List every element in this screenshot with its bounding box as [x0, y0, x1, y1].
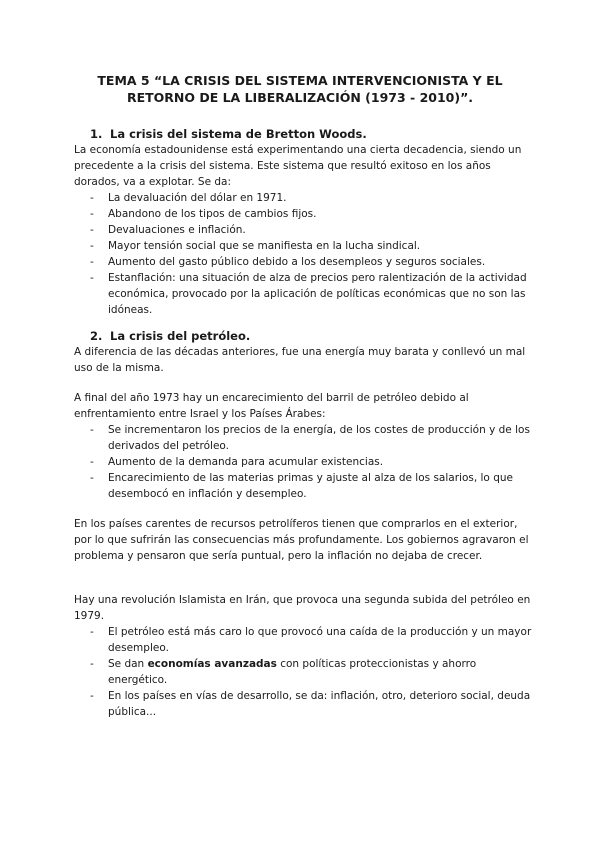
list-item: - Aumento de la demanda para acumular existencias.: [74, 454, 534, 470]
section-2-paragraph-3: En los países carentes de recursos petrolíferos tienen que comprarlos en el exterior, por lo que sufrirán las consecuencias más profundamente. Los gobiernos agravaron el problema y pensaron que sería puntual, pero la inflación no dejaba de crecer.: [74, 518, 529, 562]
section-2-paragraph-4: Hay una revolución Islamista en Irán, que provoca una segunda subida del petróleo en 1979.: [74, 594, 531, 622]
section-2-paragraph-2: A final del año 1973 hay un encarecimiento del barril de petróleo debido al enfrentamiento entre Israel y los Países Árabes:: [74, 392, 469, 420]
list-item: - La devaluación del dólar en 1971.: [74, 190, 534, 206]
section-1-heading: [90, 126, 367, 142]
list-item: - Aumento del gasto público debido a los desempleos y seguros sociales.: [74, 254, 534, 270]
list-item: - Estanflación: una situación de alza de precios pero ralentización de la actividad económica, provocado por la aplicación de políticas económicas que no son las idóneas.: [74, 270, 534, 318]
section-2-paragraph-1: A diferencia de las décadas anteriores, fue una energía muy barata y conllevó un mal uso de la misma.: [74, 346, 526, 374]
section-2-list-2: [74, 624, 534, 720]
list-item: - Mayor tensión social que se manifiesta en la lucha sindical.: [74, 238, 534, 254]
section-1-number: 1.: [90, 127, 103, 141]
section-2-heading-text: La crisis del petróleo.: [110, 329, 251, 343]
list-item: - Se incrementaron los precios de la energía, de los costes de producción y de los derivados del petróleo.: [74, 422, 534, 454]
list-item: [74, 656, 534, 688]
list-item: - Abandono de los tipos de cambios fijos.: [74, 206, 534, 222]
list-item-text-end: con políticas proteccionistas y ahorro energético.: [108, 658, 477, 686]
section-2-list-1: [74, 422, 534, 502]
section-1-list: [74, 190, 534, 318]
list-item-text-start: Se dan: [108, 658, 145, 670]
document-title-line-1: TEMA 5 “LA CRISIS DEL SISTEMA INTERVENCIONISTA Y EL: [97, 73, 503, 88]
section-1-intro: La economía estadounidense está experimentando una cierta decadencia, siendo un precedente a la crisis del sistema. Este sistema que resultó exitoso en los años dorados, va a explotar. Se da:: [74, 144, 522, 188]
document-title-line-2: RETORNO DE LA LIBERALIZACIÓN (1973 - 2010)”.: [126, 90, 474, 105]
section-1-heading-text: La crisis del sistema de Bretton Woods.: [110, 127, 367, 141]
list-item: - Encarecimiento de las materias primas y ajuste al alza de los salarios, lo que desembocó en inflación y desempleo.: [74, 470, 534, 502]
section-2-heading: [90, 328, 250, 344]
list-item: - En los países en vías de desarrollo, se da: inflación, otro, deterioro social, deuda pública...: [74, 688, 534, 720]
bold-term: economías avanzadas: [147, 658, 277, 670]
list-item: - Devaluaciones e inflación.: [74, 222, 534, 238]
section-2-number: 2.: [90, 329, 103, 343]
list-item: - El petróleo está más caro lo que provocó una caída de la producción y un mayor desempleo.: [74, 624, 534, 656]
